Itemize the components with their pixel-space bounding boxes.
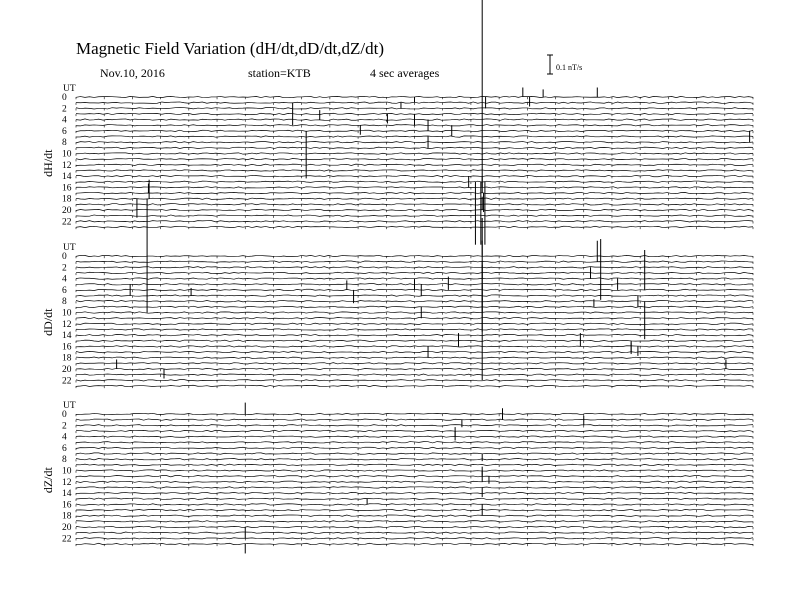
- panel-ylabel: dZ/dt: [41, 467, 55, 494]
- hour-label: 8: [62, 138, 67, 149]
- hour-label: 0: [62, 410, 67, 420]
- hour-label: 16: [62, 342, 72, 353]
- hour-label: 20: [62, 206, 72, 216]
- hour-label: 22: [62, 217, 72, 228]
- hour-label: 10: [62, 308, 72, 319]
- hour-label: 0: [62, 93, 67, 103]
- ut-label: UT: [63, 243, 76, 253]
- averaging-label: 4 sec averages: [370, 66, 440, 80]
- chart-title: Magnetic Field Variation (dH/dt,dD/dt,dZ/dt): [76, 39, 385, 58]
- hour-label: 18: [62, 511, 72, 522]
- scale-bar: [547, 55, 582, 74]
- panel-dZ-dt: [41, 298, 753, 553]
- ut-label: UT: [63, 84, 76, 94]
- panel-dD-dt: [41, 182, 753, 388]
- hour-label: 14: [62, 331, 72, 342]
- hour-label: 18: [62, 194, 72, 205]
- hour-label: 14: [62, 172, 72, 183]
- hour-label: 18: [62, 353, 72, 364]
- hour-label: 22: [62, 376, 72, 387]
- panel-ylabel: dH/dt: [41, 149, 55, 177]
- hour-label: 22: [62, 534, 72, 545]
- hour-label: 10: [62, 149, 72, 160]
- hour-label: 4: [62, 274, 67, 285]
- hour-label: 4: [62, 115, 67, 126]
- hour-label: 16: [62, 500, 72, 511]
- hour-label: 2: [62, 104, 67, 115]
- hour-label: 6: [62, 285, 67, 296]
- hour-label: 2: [62, 421, 67, 432]
- hour-label: 8: [62, 455, 67, 466]
- hour-label: 20: [62, 523, 72, 533]
- hour-label: 2: [62, 263, 67, 274]
- hour-label: 6: [62, 443, 67, 454]
- hour-label: 10: [62, 466, 72, 477]
- hour-label: 12: [62, 319, 72, 330]
- hour-label: 8: [62, 297, 67, 308]
- date-label: Nov.10, 2016: [100, 66, 165, 80]
- station-label: station=KTB: [248, 66, 311, 80]
- ut-label: UT: [63, 401, 76, 411]
- hour-label: 6: [62, 126, 67, 137]
- hour-label: 20: [62, 365, 72, 375]
- hour-label: 12: [62, 160, 72, 171]
- hour-label: 14: [62, 489, 72, 500]
- panel-ylabel: dD/dt: [41, 308, 55, 336]
- hour-label: 0: [62, 252, 67, 262]
- hour-label: 16: [62, 183, 72, 194]
- hour-label: 12: [62, 477, 72, 488]
- scale-label: 0.1 nT/s: [556, 63, 583, 72]
- hour-label: 4: [62, 432, 67, 443]
